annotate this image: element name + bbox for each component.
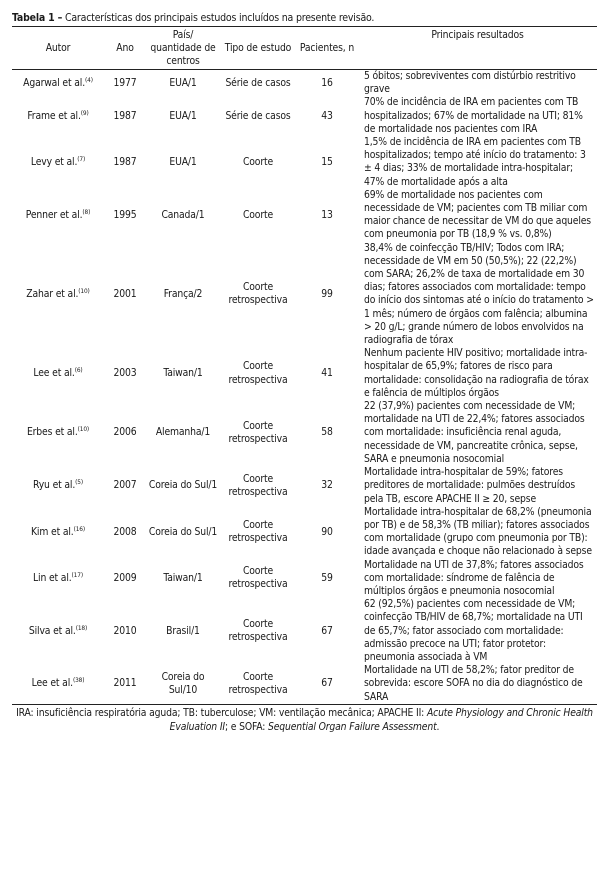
cell-autor	[12, 506, 104, 559]
reference-number: (38)	[72, 676, 85, 685]
cell-tipo: Coorte	[242, 208, 274, 221]
cell-resultados: Mortalidade intra-hospitalar de 68,2% (pneumonia por TB) e de 58,3% (TB miliar); fatores associados com mortalidade (grupo com pneumonia por TB): idade avançada e choque não relacionado à sepse	[364, 505, 592, 558]
author-name: Agarwal et al.	[23, 76, 85, 89]
reference-number: (16)	[73, 524, 85, 533]
cell-ano: 2001	[113, 287, 137, 300]
cell-autor	[12, 347, 104, 400]
cell-ano: 2008	[113, 525, 137, 538]
cell-resultados: 5 óbitos; sobreviventes com distúrbio restritivo grave	[364, 70, 576, 96]
reference-number: (7)	[77, 154, 86, 163]
author-name: Penner et al.	[25, 208, 83, 221]
reference-number: (8)	[82, 207, 91, 216]
cell-resultados: 69% de mortalidade nos pacientes com necessidade de VM; pacientes com TB miliar com maior chance de necessitar de VM do que aqueles com pneumonia por TB (18,9 % vs. 0,8%)	[364, 188, 591, 241]
cell-ano: 1977	[113, 76, 137, 89]
cell-pais: EUA/1	[169, 155, 197, 168]
caption-text: Características dos principais estudos incluídos na presente revisão.	[64, 12, 375, 24]
author-name: Lee et al.	[31, 677, 73, 690]
header-autor: Autor	[45, 42, 71, 54]
cell-ano: 1987	[113, 109, 137, 122]
cell-pais: Alemanha/1	[155, 426, 211, 439]
cell-tipo: Coorte retrospectiva	[228, 360, 288, 386]
cell-ano: 1987	[113, 155, 137, 168]
cell-autor	[12, 70, 104, 97]
table-footnote	[12, 706, 597, 734]
cell-autor	[12, 242, 104, 348]
cell-tipo: Coorte	[242, 155, 274, 168]
cell-ano: 2003	[113, 367, 137, 380]
cell-pacientes: 13	[321, 208, 333, 221]
reference-number: (10)	[77, 425, 90, 434]
footnote-sofa: Sequential Organ Failure Assessment	[267, 720, 437, 733]
cell-resultados: Mortalidade na UTI de 58,2%; fator preditor de sobrevida: escore SOFA no dia do diagnóstico de SARA	[364, 664, 583, 703]
cell-autor	[12, 400, 104, 466]
cell-pais: Coreia do Sul/1	[148, 479, 218, 492]
table-caption	[12, 11, 597, 25]
cell-pacientes: 43	[321, 109, 333, 122]
cell-resultados: Mortalidade na UTI de 37,8%; fatores associados com mortalidade: síndrome de falência de múltiplos órgãos e pneumonia nosocomial	[364, 558, 584, 597]
table-row	[12, 70, 597, 97]
footnote-apache: Acute Physiology and Chronic Health Evaluation II	[169, 706, 593, 733]
cell-pacientes: 15	[321, 155, 333, 168]
table-row	[12, 347, 597, 400]
cell-ano: 2007	[113, 479, 137, 492]
cell-ano: 2006	[113, 426, 137, 439]
table-row	[12, 96, 597, 136]
cell-pacientes: 67	[321, 624, 333, 637]
cell-pais: EUA/1	[169, 76, 197, 89]
author-name: Erbes et al.	[26, 426, 78, 439]
reference-number: (5)	[75, 478, 83, 487]
header-ano: Ano	[116, 42, 134, 54]
cell-pacientes: 67	[321, 677, 333, 690]
cell-tipo: Coorte retrospectiva	[228, 617, 288, 644]
cell-ano: 1995	[113, 208, 137, 221]
cell-tipo: Coorte retrospectiva	[228, 472, 288, 498]
table-row	[12, 242, 597, 348]
cell-tipo: Coorte retrospectiva	[228, 565, 288, 591]
cell-pacientes: 99	[321, 287, 333, 300]
reference-number: (10)	[78, 286, 90, 295]
header-row	[12, 27, 597, 70]
reference-number: (6)	[74, 366, 83, 375]
cell-autor	[12, 189, 104, 242]
reference-number: (17)	[71, 570, 83, 579]
cell-tipo: Coorte retrospectiva	[228, 670, 288, 696]
cell-resultados: 1,5% de incidência de IRA em pacientes com TB hospitalizados; tempo até início do tratamento: 3 ± 4 dias; 33% de mortalidade intra-hospitalar; 47% de mortalidade após a alta	[364, 136, 586, 188]
cell-autor	[12, 598, 104, 664]
table-row	[12, 559, 597, 599]
cell-resultados: Nenhum paciente HIV positivo; mortalidade intra-hospitalar de 65,9%; fatores de risco para mortalidade: consolidação na radiografia de tórax e falência de múltiplos órgãos	[364, 347, 589, 399]
studies-table	[12, 26, 597, 705]
cell-tipo: Coorte retrospectiva	[228, 281, 288, 307]
header-tipo: Tipo de estudo	[224, 42, 292, 54]
cell-pacientes: 41	[321, 367, 333, 380]
cell-tipo: Coorte retrospectiva	[228, 419, 288, 446]
table-container	[12, 11, 597, 734]
cell-resultados: 22 (37,9%) pacientes com necessidade de VM; mortalidade na UTI de 22,4%; fatores associados com mortalidade: insuficiência renal aguda, necessidade de VM, pancreatite crônica, sepse, SARA e pneumonia nosocomial	[364, 400, 585, 465]
table-row	[12, 136, 597, 189]
author-name: Zahar et al.	[26, 287, 79, 300]
cell-resultados: 38,4% de coinfecção TB/HIV; Todos com IRA; necessidade de VM em 50 (50,5%); 22 (22,2%) com SARA; 26,2% de taxa de mortalidade em 30 dias; fatores associados com mortalidade: tempo do início dos sintomas até o início do tratamento > 1 mês; número de órgãos com falência; albumina > 20 g/L; grande número de lobos envolvidos na radiografia de tórax	[364, 241, 594, 347]
reference-number: (4)	[85, 75, 93, 84]
author-name: Frame et al.	[27, 109, 81, 122]
author-name: Kim et al.	[31, 525, 74, 538]
cell-pacientes: 58	[321, 426, 333, 439]
cell-pais: Brasil/1	[166, 624, 200, 637]
cell-resultados: Mortalidade intra-hospitalar de 59%; fatores preditores de mortalidade: pulmões destruídos pela TB, escore APACHE II ≥ 20, sepse	[364, 466, 576, 505]
cell-autor	[12, 136, 104, 189]
cell-pais: Taiwan/1	[163, 571, 203, 584]
cell-tipo: Série de casos	[225, 109, 291, 122]
caption-label: Tabela 1 –	[12, 12, 63, 24]
cell-tipo: Coorte retrospectiva	[228, 518, 288, 545]
cell-resultados: 62 (92,5%) pacientes com necessidade de VM; coinfecção TB/HIV de 68,7%; mortalidade na UTI de 65,7%; fator associado com mortalidade: admissão precoce na UTI; fator protetor: pneumonia associada à VM	[364, 598, 583, 663]
cell-pacientes: 32	[321, 479, 333, 492]
cell-autor	[12, 466, 104, 506]
reference-number: (18)	[75, 623, 88, 632]
footnote-sep: ; e SOFA:	[224, 720, 268, 733]
cell-pais: Canada/1	[161, 208, 205, 221]
author-name: Levy et al.	[30, 155, 78, 168]
table-row	[12, 466, 597, 506]
cell-pais: EUA/1	[169, 109, 197, 122]
cell-ano: 2009	[113, 571, 137, 584]
reference-number: (9)	[80, 108, 89, 117]
cell-pacientes: 59	[321, 571, 333, 584]
header-pacientes: Pacientes, n	[299, 42, 355, 54]
cell-autor	[12, 664, 104, 704]
footnote-abbrev: IRA: insuficiência respiratória aguda; TB: tuberculose; VM: ventilação mecânica; APACHE II:	[16, 706, 427, 719]
cell-tipo: Série de casos	[225, 76, 291, 89]
footnote-end: .	[436, 720, 440, 733]
cell-pais: Taiwan/1	[163, 367, 203, 380]
table-row	[12, 400, 597, 466]
table-row	[12, 189, 597, 242]
cell-pais: Coreia do Sul/10	[161, 670, 205, 696]
header-pais: País/ quantidade de centros	[150, 29, 216, 67]
author-name: Lee et al.	[33, 367, 75, 380]
cell-autor	[12, 559, 104, 599]
author-name: Ryu et al.	[33, 479, 76, 492]
table-row	[12, 598, 597, 664]
cell-pacientes: 16	[321, 76, 333, 89]
author-name: Silva et al.	[28, 624, 76, 637]
cell-autor	[12, 96, 104, 136]
cell-ano: 2010	[113, 624, 137, 637]
author-name: Lin et al.	[33, 571, 72, 584]
cell-ano: 2011	[113, 677, 137, 690]
header-resultados: Principais resultados	[431, 29, 524, 41]
table-row	[12, 664, 597, 704]
table-row	[12, 506, 597, 559]
cell-resultados: 70% de incidência de IRA em pacientes com TB hospitalizados; 67% de mortalidade na UTI; 81% de mortalidade nos pacientes com IRA	[364, 96, 583, 135]
cell-pais: França/2	[163, 287, 203, 300]
cell-pais: Coreia do Sul/1	[148, 525, 218, 538]
cell-pacientes: 90	[321, 525, 333, 538]
